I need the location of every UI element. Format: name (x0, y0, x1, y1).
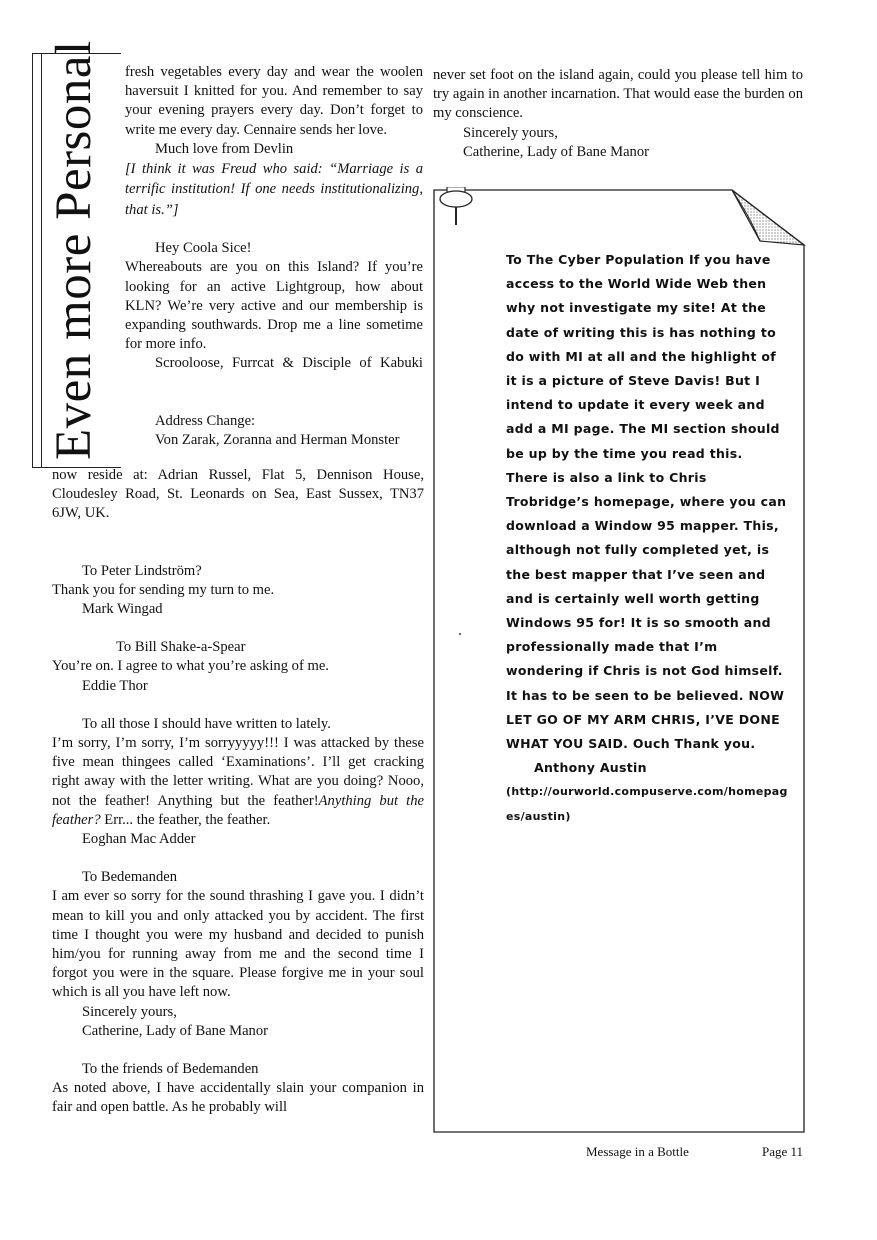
signature: Catherine, Lady of Bane Manor (463, 143, 650, 160)
heading: To Bedemanden (82, 869, 178, 886)
paragraph-text: I’m sorry, I’m sorry, I’m sorryyyyy!!! I was attacked by these five mean thingees called ‘Examinations’. I’ll get cracking right away with the letter writing. What are you doing? Nooo, not the feather! Anything but the feather! (52, 735, 424, 809)
paragraph: Von Zarak, Zoranna and Herman Monster (155, 431, 400, 448)
note-url: (http://ourworld.compuserve.com/homepages/austin) (506, 785, 788, 823)
signature: Much love from Devlin (155, 140, 294, 157)
paragraph: now reside at: Adrian Russel, Flat 5, Dennison House, Cloudesley Road, St. Leonards on Sea, East Sussex, TN37 6JW, UK. (52, 467, 424, 522)
editor-comment: [I think it was Freud who said: “Marriage is a terrific institution! If one needs institutionalizing, that is.”] (125, 161, 423, 218)
paragraph (52, 734, 424, 830)
publication-name: Message in a Bottle (586, 1144, 689, 1159)
left-column-top (125, 63, 423, 450)
heading: To Bill Shake-a-Spear (116, 639, 246, 656)
paragraph: fresh vegetables every day and wear the woolen haversuit I knitted for you. And remember to say your evening prayers every day. Don’t forget to write me every day. Cennaire sends her love. (125, 64, 423, 138)
paragraph: As noted above, I have accidentally slain your companion in fair and open battle. As he probably will (52, 1080, 424, 1116)
signature: Scrooloose, Furrcat & Disciple of Kabuki (155, 355, 423, 372)
page-number: Page 11 (762, 1144, 804, 1159)
signature: Eddie Thor (82, 677, 148, 694)
right-column (433, 66, 803, 162)
heading: To all those I should have written to lately. (82, 715, 331, 732)
paragraph: Thank you for sending my turn to me. (52, 581, 275, 598)
heading: To the friends of Bedemanden (82, 1061, 259, 1078)
signature: Eoghan Mac Adder (82, 831, 196, 848)
page-title: Even more Personal (46, 40, 102, 460)
paragraph: Whereabouts are you on this Island? If you’re looking for an active Lightgroup, how about KLN? We’re very active and our membership is expanding southwards. Drop me a line sometime for more info. (125, 259, 423, 353)
paragraph: I am ever so sorry for the sound thrashing I gave you. I didn’t mean to kill you and only attacked you by accident. The first time I thought you were my husband and decided to punish him/you for running away from me and the second time I forgot you were in the square. Please forgive me in your soul which is all you have left now. (52, 888, 424, 1001)
note-body: To The Cyber Population If you have access to the World Wide Web then why not investigate my site! At the date of writing this is has nothing to do with MI at all and the highlight of it is a picture of Steve Davis! But I intend to update it every week and add a MI page. The MI section should be up by the time you read this. There is also a link to Chris Trobridge’s homepage, where you can download a Window 95 mapper. This, although not fully completed yet, is the best mapper that I’ve seen and and is certainly well worth getting Windows 95 for! It is so smooth and professionally made that I’m wondering if Chris is not God himself. It has to be seen to be believed. NOW LET GO OF MY ARM CHRIS, I’VE DONE WHAT YOU SAID. Ouch Thank you. (506, 252, 787, 752)
heading: To Peter Lindström? (82, 562, 202, 579)
paragraph-text: Err... the feather, the feather. (100, 811, 271, 828)
note-text (506, 248, 788, 829)
signature: Sincerely yours, (463, 124, 558, 141)
note-signature: Anthony Austin (534, 760, 647, 776)
paragraph: never set foot on the island again, could you please tell him to try again in another incarnation. That would ease the burden on my conscience. (433, 67, 803, 122)
italic-text: Anything but the feather? (52, 792, 424, 828)
signature: Catherine, Lady of Bane Manor (82, 1022, 269, 1039)
paragraph: You’re on. I agree to what you’re asking of me. (52, 658, 329, 675)
signature: Mark Wingad (82, 601, 163, 618)
heading: Address Change: (155, 412, 256, 429)
heading: Hey Coola Sice! (155, 240, 252, 257)
signature: Sincerely yours, (82, 1003, 177, 1020)
left-column-bottom (52, 466, 424, 1118)
